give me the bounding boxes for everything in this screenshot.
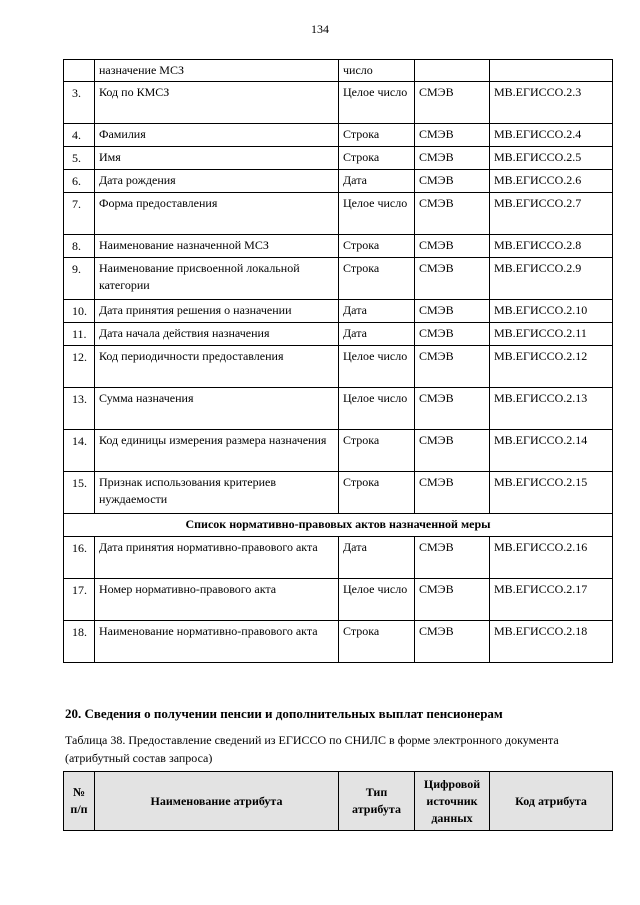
header-source: Цифровой источник данных <box>415 772 490 831</box>
attribute-type: Дата <box>339 300 415 323</box>
row-number: 10. <box>64 300 95 323</box>
attribute-type: Строка <box>339 472 415 514</box>
section-row <box>64 514 613 537</box>
row-number: 16. <box>64 537 95 579</box>
attribute-name: Фамилия <box>95 124 339 147</box>
section-title: Список нормативно-правовых актов назначенной меры <box>64 514 613 537</box>
attribute-code: МВ.ЕГИССО.2.10 <box>490 300 613 323</box>
attribute-name: Сумма назначения <box>95 388 339 430</box>
data-source: СМЭВ <box>415 258 490 300</box>
data-source: СМЭВ <box>415 472 490 514</box>
attribute-code: МВ.ЕГИССО.2.15 <box>490 472 613 514</box>
attribute-type: Строка <box>339 258 415 300</box>
table-row <box>64 193 613 235</box>
data-source: СМЭВ <box>415 388 490 430</box>
data-source: СМЭВ <box>415 82 490 124</box>
attribute-name: назначение МСЗ <box>95 60 339 82</box>
table-row <box>64 430 613 472</box>
table-caption: Таблица 38. Предоставление сведений из ЕГИССО по СНИЛС в форме электронного документа (атрибутный состав запроса) <box>65 733 559 765</box>
row-number: 14. <box>64 430 95 472</box>
attribute-code <box>490 60 613 82</box>
attribute-type: Целое число <box>339 579 415 621</box>
attribute-code: МВ.ЕГИССО.2.3 <box>490 82 613 124</box>
attribute-name: Код периодичности предоставления <box>95 346 339 388</box>
header-num: № п/п <box>64 772 95 831</box>
header-type: Тип атрибута <box>339 772 415 831</box>
row-number: 3. <box>64 82 95 124</box>
attribute-code: МВ.ЕГИССО.2.4 <box>490 124 613 147</box>
attribute-code: МВ.ЕГИССО.2.16 <box>490 537 613 579</box>
row-number: 12. <box>64 346 95 388</box>
table-row <box>64 579 613 621</box>
attribute-name: Дата начала действия назначения <box>95 323 339 346</box>
attribute-type: Строка <box>339 235 415 258</box>
attribute-type: число <box>339 60 415 82</box>
header-row <box>64 772 613 831</box>
header-code: Код атрибута <box>490 772 613 831</box>
data-source <box>415 60 490 82</box>
attributes-table-continued <box>63 59 613 663</box>
attribute-name: Признак использования критериев нуждаемости <box>95 472 339 514</box>
data-source: СМЭВ <box>415 579 490 621</box>
data-source: СМЭВ <box>415 124 490 147</box>
table-row <box>64 82 613 124</box>
table-row <box>64 124 613 147</box>
attribute-code: МВ.ЕГИССО.2.12 <box>490 346 613 388</box>
attribute-type: Целое число <box>339 346 415 388</box>
attribute-code: МВ.ЕГИССО.2.6 <box>490 170 613 193</box>
attribute-code: МВ.ЕГИССО.2.9 <box>490 258 613 300</box>
section-heading: 20. Сведения о получении пенсии и дополнительных выплат пенсионерам <box>65 706 503 721</box>
attribute-code: МВ.ЕГИССО.2.11 <box>490 323 613 346</box>
attribute-type: Дата <box>339 323 415 346</box>
table-row <box>64 323 613 346</box>
table-row <box>64 147 613 170</box>
table-row <box>64 60 613 82</box>
table-row <box>64 258 613 300</box>
table-row <box>64 388 613 430</box>
attribute-name: Дата принятия решения о назначении <box>95 300 339 323</box>
attribute-name: Код единицы измерения размера назначения <box>95 430 339 472</box>
attribute-code: МВ.ЕГИССО.2.17 <box>490 579 613 621</box>
attribute-name: Наименование нормативно-правового акта <box>95 621 339 663</box>
attribute-type: Целое число <box>339 388 415 430</box>
row-number: 11. <box>64 323 95 346</box>
row-number: 4. <box>64 124 95 147</box>
attribute-code: МВ.ЕГИССО.2.5 <box>490 147 613 170</box>
page-number: 134 <box>311 22 329 36</box>
attribute-type: Целое число <box>339 82 415 124</box>
row-number: 18. <box>64 621 95 663</box>
row-number: 9. <box>64 258 95 300</box>
data-source: СМЭВ <box>415 537 490 579</box>
data-source: СМЭВ <box>415 300 490 323</box>
data-source: СМЭВ <box>415 323 490 346</box>
attribute-name: Имя <box>95 147 339 170</box>
data-source: СМЭВ <box>415 346 490 388</box>
attribute-code: МВ.ЕГИССО.2.7 <box>490 193 613 235</box>
attribute-type: Строка <box>339 124 415 147</box>
attribute-name: Номер нормативно-правового акта <box>95 579 339 621</box>
attribute-name: Наименование присвоенной локальной категории <box>95 258 339 300</box>
table-row <box>64 300 613 323</box>
attribute-code: МВ.ЕГИССО.2.13 <box>490 388 613 430</box>
attribute-name: Код по КМСЗ <box>95 82 339 124</box>
table-row <box>64 537 613 579</box>
attribute-type: Строка <box>339 430 415 472</box>
table-row <box>64 170 613 193</box>
table-row <box>64 346 613 388</box>
attribute-name: Форма предоставления <box>95 193 339 235</box>
table-38 <box>63 771 613 831</box>
table-row <box>64 621 613 663</box>
row-number: 6. <box>64 170 95 193</box>
data-source: СМЭВ <box>415 147 490 170</box>
attribute-type: Строка <box>339 621 415 663</box>
data-source: СМЭВ <box>415 430 490 472</box>
row-number <box>64 60 95 82</box>
attribute-code: МВ.ЕГИССО.2.8 <box>490 235 613 258</box>
row-number: 13. <box>64 388 95 430</box>
row-number: 17. <box>64 579 95 621</box>
attribute-type: Целое число <box>339 193 415 235</box>
attribute-name: Дата принятия нормативно-правового акта <box>95 537 339 579</box>
attribute-code: МВ.ЕГИССО.2.18 <box>490 621 613 663</box>
attribute-name: Дата рождения <box>95 170 339 193</box>
header-name: Наименование атрибута <box>95 772 339 831</box>
table-row <box>64 472 613 514</box>
attribute-type: Дата <box>339 170 415 193</box>
data-source: СМЭВ <box>415 235 490 258</box>
table-row <box>64 235 613 258</box>
attribute-type: Дата <box>339 537 415 579</box>
data-source: СМЭВ <box>415 621 490 663</box>
attribute-name: Наименование назначенной МСЗ <box>95 235 339 258</box>
attribute-type: Строка <box>339 147 415 170</box>
row-number: 5. <box>64 147 95 170</box>
row-number: 7. <box>64 193 95 235</box>
row-number: 15. <box>64 472 95 514</box>
data-source: СМЭВ <box>415 193 490 235</box>
attribute-code: МВ.ЕГИССО.2.14 <box>490 430 613 472</box>
data-source: СМЭВ <box>415 170 490 193</box>
row-number: 8. <box>64 235 95 258</box>
